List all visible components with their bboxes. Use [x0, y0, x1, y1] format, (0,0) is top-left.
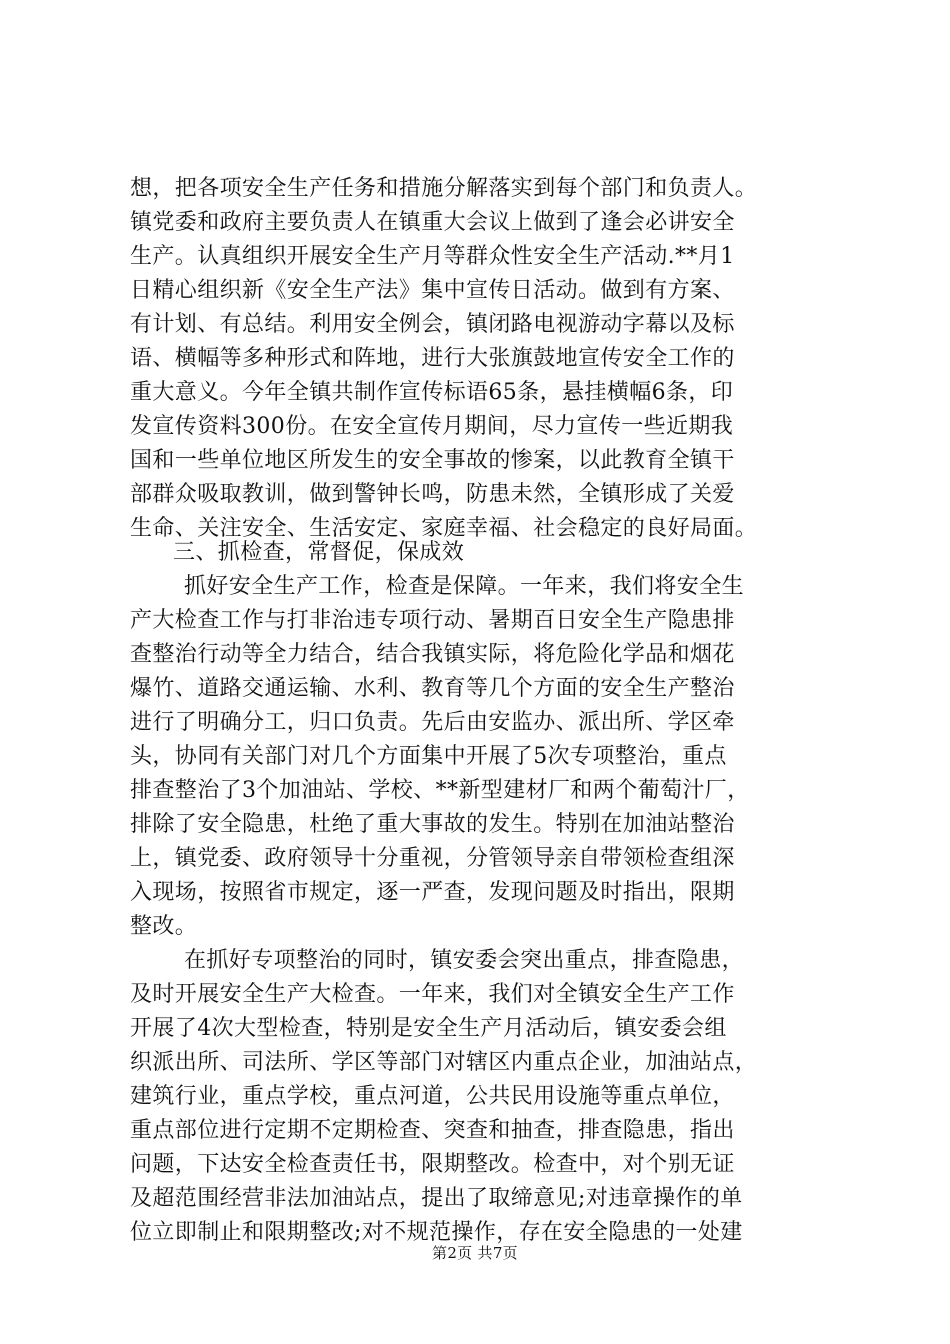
text-line: 排查整治了3个加油站、学校、**新型建材厂和两个葡萄汁厂，	[130, 778, 750, 803]
text-line: 及时开展安全生产大检查。一年来，我们对全镇安全生产工作	[130, 982, 735, 1007]
text-line: 产大检查工作与打非治违专项行动、暑期百日安全生产隐患排	[130, 608, 735, 633]
text-line: 重大意义。今年全镇共制作宣传标语65条，悬挂横幅6条，印	[130, 380, 734, 405]
text-line: 开展了4次大型检查，特别是安全生产月活动后，镇安委会组	[130, 1016, 727, 1041]
text-line: 位立即制止和限期整改;对不规范操作，存在安全隐患的一处建	[130, 1220, 743, 1245]
text-line: 生产。认真组织开展安全生产月等群众性安全生产活动.**月1	[130, 244, 735, 269]
text-line: 国和一些单位地区所发生的安全事故的惨案，以此教育全镇干	[130, 448, 735, 473]
text-line: 入现场，按照省市规定，逐一严查，发现问题及时指出，限期	[130, 880, 735, 905]
text-line: 有计划、有总结。利用安全例会，镇闭路电视游动字幕以及标	[130, 312, 735, 337]
paragraph-general-inspection	[130, 944, 830, 1250]
text-line: 生命、关注安全、生活安定、家庭幸福、社会稳定的良好局面。	[130, 516, 758, 541]
section-heading: 三、抓检查，常督促，保成效	[173, 540, 465, 565]
paragraph-special-rectification	[130, 570, 830, 944]
text-line: 建筑行业，重点学校，重点河道，公共民用设施等重点单位，	[130, 1084, 735, 1109]
text-line: 排除了安全隐患，杜绝了重大事故的发生。特别在加油站整治	[130, 812, 735, 837]
text-line: 部群众吸取教训，做到警钟长鸣，防患未然，全镇形成了关爱	[130, 482, 735, 507]
text-line: 进行了明确分工，归口负责。先后由安监办、派出所、学区牵	[130, 710, 735, 735]
text-line: 问题，下达安全检查责任书，限期整改。检查中，对个别无证	[130, 1152, 735, 1177]
text-line: 整改。	[130, 914, 198, 939]
text-line: 爆竹、道路交通运输、水利、教育等几个方面的安全生产整治	[130, 676, 735, 701]
text-line: 重点部位进行定期不定期检查、突查和抽查，排查隐患，指出	[130, 1118, 735, 1143]
text-line: 在抓好专项整治的同时，镇安委会突出重点，排查隐患，	[184, 948, 745, 973]
section-inspection	[130, 536, 830, 1250]
text-line: 上，镇党委、政府领导十分重视，分管领导亲自带领检查组深	[130, 846, 735, 871]
text-line: 发宣传资料300份。在安全宣传月期间，尽力宣传一些近期我	[130, 414, 734, 439]
text-line: 织派出所、司法所、学区等部门对辖区内重点企业，加油站点，	[130, 1050, 758, 1075]
text-line: 抓好安全生产工作，检查是保障。一年来，我们将安全生	[184, 574, 745, 599]
page-number-footer: 第2页 共7页	[432, 1244, 518, 1262]
text-line: 头，协同有关部门对几个方面集中开展了5次专项整治，重点	[130, 744, 727, 769]
text-line: 查整治行动等全力结合，结合我镇实际，将危险化学品和烟花	[130, 642, 735, 667]
text-line: 镇党委和政府主要负责人在镇重大会议上做到了逢会必讲安全	[130, 210, 735, 235]
paragraph-publicity	[130, 172, 830, 546]
text-line: 语、横幅等多种形式和阵地，进行大张旗鼓地宣传安全工作的	[130, 346, 735, 371]
text-line: 及超范围经营非法加油站点，提出了取缔意见;对违章操作的单	[130, 1186, 743, 1211]
text-line: 日精心组织新《安全生产法》集中宣传日活动。做到有方案、	[130, 278, 735, 303]
text-line: 想，把各项安全生产任务和措施分解落实到每个部门和负责人。	[130, 176, 758, 201]
